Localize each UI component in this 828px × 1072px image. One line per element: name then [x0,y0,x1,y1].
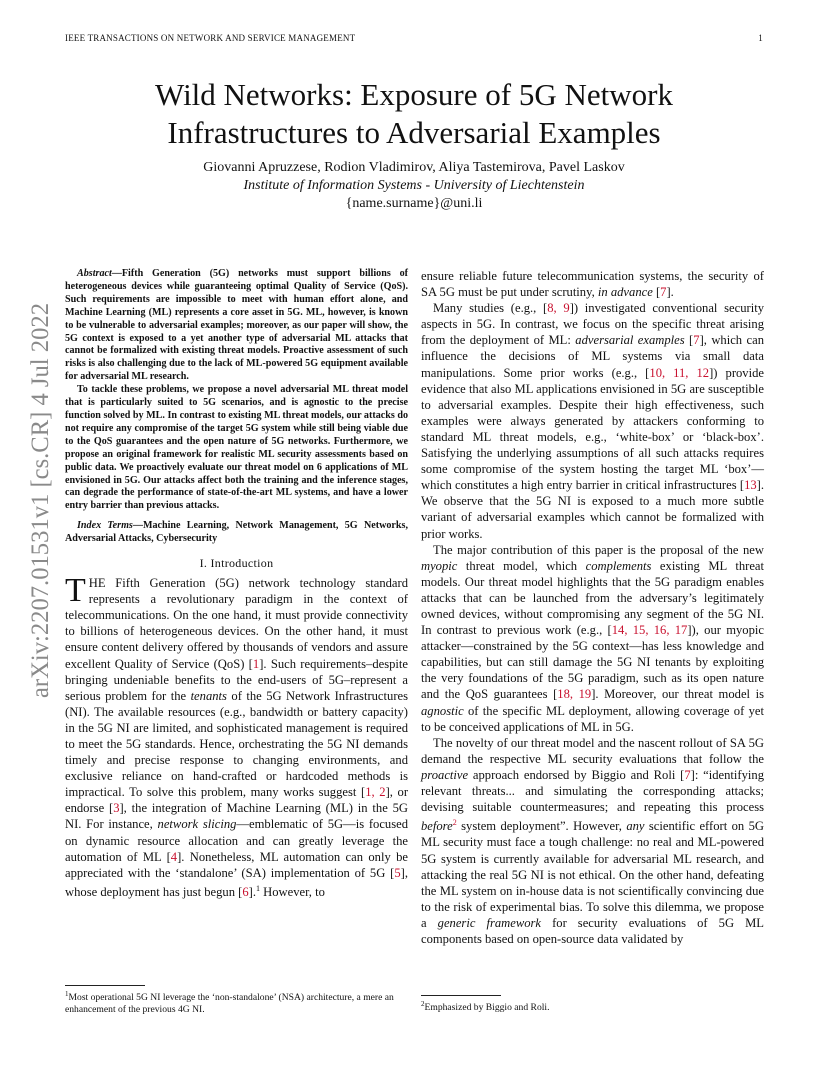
body-emphasis: before [421,819,453,834]
body-emphasis: in advance [597,285,653,300]
citation-link[interactable]: 14, 15, 16, 17 [611,623,688,638]
body-text: ]), our myopic attacker—constrained by the 5G context—has less knowledge and capabilities, but can still damage the 5G NI tenants by exploiting the very foundations of the 5G paradigm, such as its open nature and the QoS guarantees [ [421,623,764,702]
body-text: for security evaluations of 5G ML components based on open-source data validated by [421,915,764,947]
intro-text: of the 5G Network Infrastructures (NI). The available resources (e.g., bandwidth or battery capacity) in the 5G NI are limited, and sophisticated management is required to meet the 5G standards. Hence, orchestrating the 5G NI demands timely and precise response to changing environments, and exclusive reliance on hand-crafted or hardcoded methods is impractical. To solve this problem, many works suggest [ [65,688,409,800]
footnote-marker[interactable]: 2 [452,818,457,828]
index-terms-label: Index Terms [77,520,133,532]
footnote-marker[interactable]: 1 [255,883,260,893]
citation-link[interactable]: 4 [170,849,178,864]
paper-title [60,76,768,152]
footnote-text: Most operational 5G NI leverage the ‘non-standalone’ (NSA) architecture, a mere an enhancement of the previous 4G NI. [65,992,394,1015]
intro-text: —emblematic of 5G—is focused on dynamic resource allocation and can greatly leverage the automation of ML [ [65,817,408,864]
citation-link[interactable]: 3 [113,801,120,816]
intro-text: ]. Such requirements–despite bringing undeniable benefits to the end-users of 5G–represent a serious problem for the [65,656,408,703]
citation-link[interactable]: 18, 19 [557,687,592,702]
title-line-2: Infrastructures to Adversarial Examples [167,115,661,150]
citation-link[interactable]: 5 [394,865,401,880]
body-text: ], which can influence the decisions of ML systems via small data manipulations. Some prior works (e.g., [ [421,333,764,380]
footnote-1 [65,989,408,1015]
body-text: The novelty of our threat model and the nascent rollout of SA 5G demand the respective ML security evaluations that follow the [421,735,764,766]
intro-text: ], whose deployment has just begun [ [65,865,408,899]
body-text: ensure reliable future telecommunication systems, the security of SA 5G must be put under scrutiny, [421,269,764,300]
body-emphasis: any [626,819,645,834]
intro-text: ], the integration of Machine Learning (ML) in the 5G NI. For instance, [65,801,408,832]
citation-link[interactable]: 7 [693,333,700,348]
journal-header: IEEE TRANSACTIONS ON NETWORK AND SERVICE MANAGEMENT [65,33,356,43]
body-emphasis: adversarial examples [575,333,685,348]
body-text: scientific effort on 5G ML security must face a tough challenge: no real and ML-powered 5G system is currently available for adversarial ML research, and attacking the real 5G NI is not ethical. On the other hand, defeating the ML system on in-house data is not scientifically convincing due to the risk of experimental bias. To solve this dilemma, we propose a [421,819,764,930]
author-list: Giovanni Apruzzese, Rodion Vladimirov, Aliya Tastemirova, Pavel Laskov [203,160,625,175]
title-line-1: Wild Networks: Exposure of 5G Network [155,77,673,112]
body-text: Many studies (e.g., [ [433,301,548,316]
drop-cap: T [65,572,86,610]
body-text: ]. [666,285,674,300]
footnote-number: 1 [65,990,69,998]
intro-text: HE Fifth Generation (5G) network technology standard represents a revolutionary paradigm in the context of telecommunications. On the one hand, it must provide connectivity to billions of heterogeneous devices. On the other hand, it must ensure content delivery offered by thousands of vendors and assure excellent Quality of Service (QoS) [ [65,576,408,671]
footnote-2 [421,999,764,1014]
body-text: existing ML threat models. Our threat model highlights that the 5G paradigm enables attacks that can be launched from the adversary’s legitimately owned devices, without compromising any segment of the 5G NI. In contrast to previous work (e.g., [ [421,558,764,638]
abstract-label: Abstract [77,268,112,279]
body-text: ]. We observe that the 5G NI is exposed to a much more subtle variant of adversarial examples which cannot be formalized with prior works. [421,478,764,541]
citation-link[interactable]: 6 [242,885,249,899]
body-emphasis: complements [585,558,652,573]
footnote-rule [65,985,145,986]
body-text: ]) provide evidence that also ML applications envisioned in 5G are susceptible to adversarial examples. Despite their high effectiveness, such examples were always generated by attackers conforming to standard ML threat models, e.g., ‘white-box’ or ‘black-box’. Satisfying the underlying assumptions of all such attacks requires some compromise of the system hosting the target ML ‘box’—which constitutes a high entry barrier in critical infrastructures [ [421,365,764,493]
intro-text: However, to [259,885,325,899]
footnote-number: 2 [421,1000,425,1008]
section-heading-introduction: I. Introduction [199,556,274,571]
right-column [421,268,764,947]
citation-link[interactable]: 13 [744,478,757,493]
body-text: threat model, which [457,558,586,573]
affiliation: Institute of Information Systems - University of Liechtenstein [243,178,585,193]
abstract [65,268,408,546]
intro-text: ]. [248,885,256,899]
citation-link[interactable]: 1, 2 [365,785,386,800]
intro-text: ]. Nonetheless, ML automation can only be appreciated with the ‘standalone’ (SA) implementation of 5G [ [65,849,408,880]
abstract-paragraph-2: To tackle these problems, we propose a novel adversarial ML threat model that is particularly suited to 5G scenarios, and is agnostic to the precise function solved by ML. In contrast to existing ML threat models, our attacks do not require any compromise of the target 5G system while still being viable due to the QoS guarantees and the open nature of 5G networks. Furthermore, we propose an original framework for realistic ML security assessments based on public data. We proactively evaluate our threat model on 6 applications of ML envisioned in 5G. Our attacks affect both the training and the inference stages, can degrade the performance of state-of-the-art ML systems, and have a lower entry barrier than previous attacks. [65,384,408,512]
introduction-body [65,572,409,900]
body-text: system deployment”. However, [456,819,627,834]
citation-link[interactable]: 7 [660,285,667,300]
body-emphasis: generic framework [437,915,542,930]
body-text: [ [652,285,661,300]
body-text: of the specific ML deployment, allowing coverage of yet to be conceived applications of ML in 5G. [421,703,764,734]
page-number: 1 [758,33,763,43]
left-column [65,268,408,900]
body-emphasis: agnostic [421,703,464,718]
body-emphasis: proactive [421,767,469,782]
body-text: [ [684,333,694,348]
citation-link[interactable]: 1 [252,656,260,671]
footnote-text: Emphasized by Biggio and Roli. [424,1002,550,1014]
body-emphasis: myopic [421,558,458,573]
citation-link[interactable]: 10, 11, 12 [649,365,710,380]
body-text: ]. Moreover, our threat model is [591,687,764,702]
author-email: {name.surname}@uni.li [345,196,483,211]
intro-emphasis: network slicing [157,817,237,832]
footnote-rule [421,995,501,996]
intro-emphasis: tenants [190,688,227,703]
body-text: ]: “identifying relevant threats... and simulating the corresponding attacks; devising suitable countermeasures; and repeating this process [421,767,764,815]
body-text: approach endorsed by Biggio and Roli [ [468,767,685,782]
intro-text: ], or endorse [ [65,785,409,816]
citation-link[interactable]: 7 [684,767,691,782]
abstract-paragraph-1: —Fifth Generation (5G) networks must support billions of heterogeneous devices while guaranteeing optimal Quality of Service (QoS). Such requirements are impossible to meet with human effort alone, and Machine Learning (ML) represents a core asset in 5G. ML, however, is known to be vulnerable to adversarial examples; moreover, as our paper will show, the 5G context is exposed to a yet another type of adversarial ML attacks that cannot be formalized with existing threat models. Proactive assessment of such risks is also challenging due to the lack of ML-powered 5G equipment available for adversarial ML research. [65,268,408,383]
arxiv-stamp [10,300,60,700]
body-text: The major contribution of this paper is the proposal of the new [433,542,764,557]
citation-link[interactable]: 8, 9 [547,301,570,316]
index-terms: —Machine Learning, Network Management, 5G Networks, Adversarial Attacks, Cybersecurity [65,520,408,545]
arxiv-identifier: arXiv:2207.01531v1 [cs.CR] 4 Jul 2022 [27,300,54,698]
body-text: ]) investigated conventional security aspects in 5G. In contrast, we focus on the specific threat arising from the deployment of ML: [421,301,765,348]
